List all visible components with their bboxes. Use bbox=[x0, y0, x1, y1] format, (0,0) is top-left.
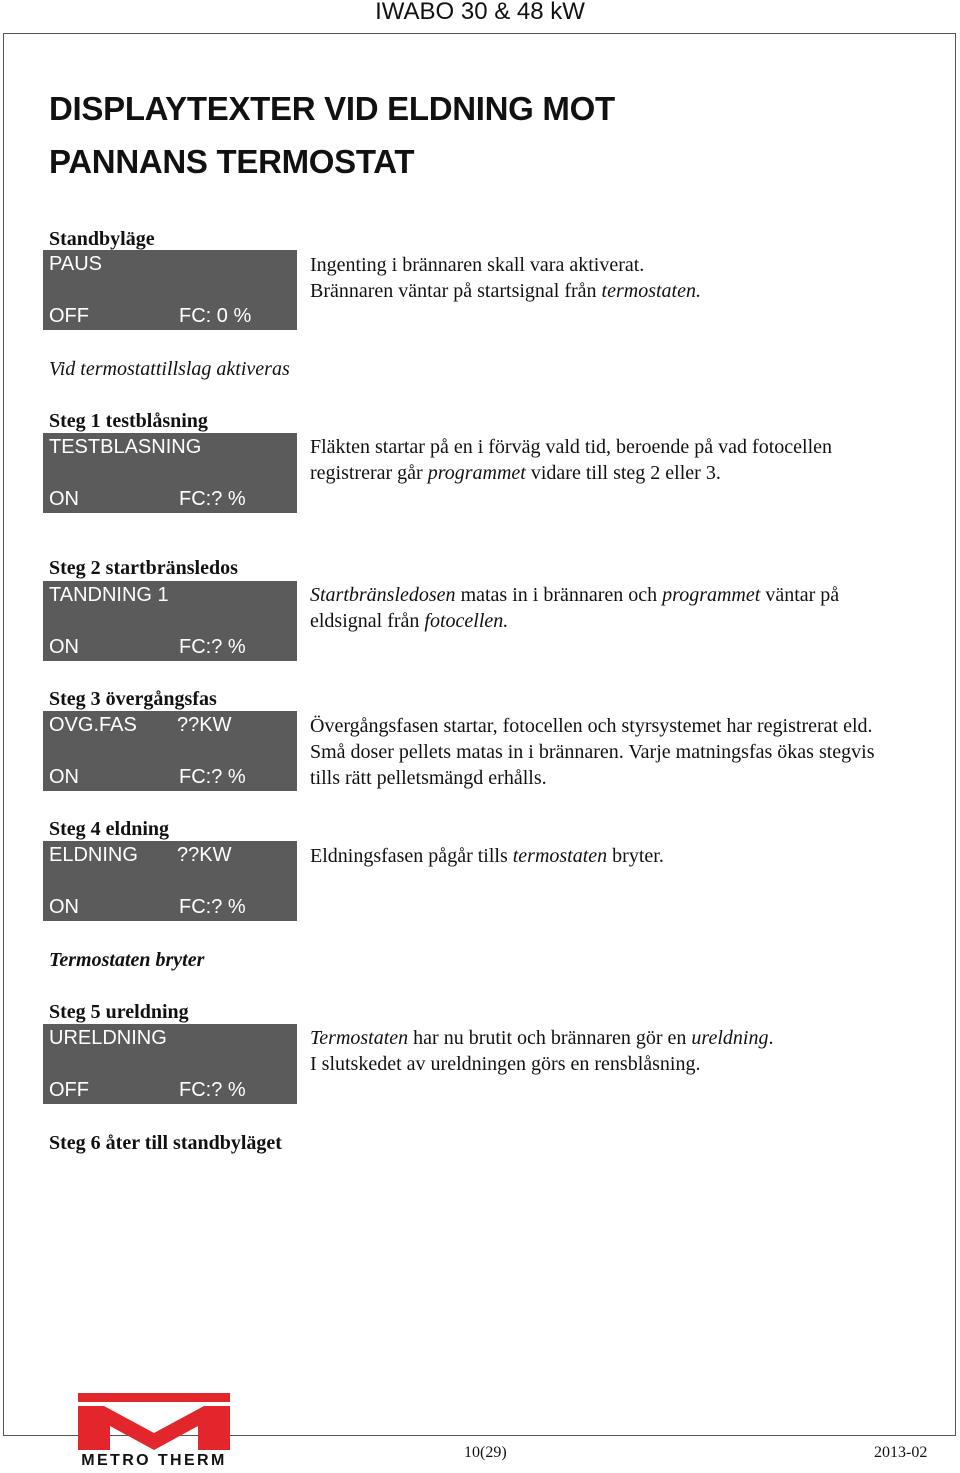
page-title-line2: PANNANS TERMOSTAT bbox=[49, 143, 415, 180]
step4-label: Steg 4 eldning bbox=[49, 818, 170, 840]
standby-label: Standbyläge bbox=[49, 228, 155, 250]
display-fc: FC:? % bbox=[179, 1079, 246, 1101]
display-fc: FC:? % bbox=[179, 896, 246, 918]
text-run: Övergångsfasen startar, fotocellen och styrsystemet har registrerat eld. bbox=[310, 715, 873, 737]
display-line1: URELDNING bbox=[49, 1027, 167, 1049]
thermostat-breaks-label: Termostaten bryter bbox=[49, 949, 205, 971]
description-line bbox=[310, 1051, 950, 1077]
step2-description bbox=[310, 582, 950, 634]
display-fc: FC:? % bbox=[179, 636, 246, 658]
text-run: I slutskedet av ureldningen görs en rensblåsning. bbox=[310, 1053, 701, 1075]
logo-m-shape bbox=[78, 1406, 230, 1450]
text-run: Fläkten startar på en i förväg vald tid, beroende på vad fotocellen bbox=[310, 436, 833, 458]
header-title: IWABO 30 & 48 kW bbox=[375, 0, 585, 25]
text-run: väntar på bbox=[760, 584, 840, 606]
text-run: Eldningsfasen pågår tills bbox=[310, 845, 513, 867]
activation-label: Vid termostattillslag aktiveras bbox=[49, 358, 290, 380]
logo-bar bbox=[78, 1393, 230, 1402]
logo-text: METRO THERM bbox=[81, 1452, 227, 1469]
description-line bbox=[310, 278, 950, 304]
description-line bbox=[310, 434, 950, 460]
emphasized-text: fotocellen. bbox=[424, 610, 509, 632]
description-line bbox=[310, 582, 950, 608]
emphasized-text: programmet bbox=[662, 584, 761, 606]
description-line bbox=[310, 460, 950, 486]
text-run: tills rätt pelletsmängd erhålls. bbox=[310, 767, 547, 789]
display-fc: FC:? % bbox=[179, 488, 246, 510]
step1-display bbox=[43, 433, 297, 513]
text-run: har nu brutit och brännaren gör en bbox=[408, 1027, 692, 1049]
display-status: ON bbox=[49, 896, 79, 918]
display-status: OFF bbox=[49, 305, 89, 327]
text-run: Små doser pellets matas in i brännaren. Varje matningsfas ökas stegvis bbox=[310, 741, 875, 763]
text-run: eldsignal från bbox=[310, 610, 425, 632]
text-run: registrerar går bbox=[310, 462, 428, 484]
description-line bbox=[310, 739, 950, 765]
step1-label: Steg 1 testblåsning bbox=[49, 410, 208, 432]
step2-label: Steg 2 startbränsledos bbox=[49, 557, 238, 579]
display-line1: TESTBLASNING bbox=[49, 436, 202, 458]
text-run: Brännaren väntar på startsignal från bbox=[310, 280, 602, 302]
text-run: bryter. bbox=[607, 845, 664, 867]
logo-mark bbox=[78, 1393, 230, 1450]
display-line1: ELDNING bbox=[49, 844, 138, 866]
document-date: 2013-02 bbox=[874, 1444, 928, 1461]
display-line1: PAUS bbox=[49, 253, 102, 275]
step5-description bbox=[310, 1025, 950, 1077]
step1-description bbox=[310, 434, 950, 486]
page-title-line1: DISPLAYTEXTER VID ELDNING MOT bbox=[49, 90, 615, 127]
emphasized-text: termostaten bbox=[512, 845, 608, 867]
step5-label: Steg 5 ureldning bbox=[49, 1001, 189, 1023]
step3-display bbox=[43, 711, 297, 791]
description-line bbox=[310, 765, 950, 791]
step5-display bbox=[43, 1024, 297, 1104]
display-status: OFF bbox=[49, 1079, 89, 1101]
step3-label: Steg 3 övergångsfas bbox=[49, 688, 217, 710]
step4-description bbox=[310, 843, 950, 869]
page-title bbox=[49, 82, 615, 188]
emphasized-text: programmet bbox=[427, 462, 526, 484]
description-line bbox=[310, 713, 950, 739]
display-status: ON bbox=[49, 636, 79, 658]
page-number: 10(29) bbox=[464, 1444, 507, 1461]
step3-description bbox=[310, 713, 950, 791]
description-line bbox=[310, 843, 950, 869]
display-line1-right: ??KW bbox=[177, 714, 232, 736]
display-line1: TANDNING 1 bbox=[49, 584, 169, 606]
text-run: Ingenting i brännaren skall vara aktiverat. bbox=[310, 254, 645, 276]
step6-label: Steg 6 åter till standbyläget bbox=[49, 1132, 282, 1154]
step2-display bbox=[43, 581, 297, 661]
display-line1: OVG.FAS bbox=[49, 714, 137, 736]
document-header bbox=[0, 0, 960, 24]
display-status: ON bbox=[49, 488, 79, 510]
description-line bbox=[310, 1025, 950, 1051]
text-run: vidare till steg 2 eller 3. bbox=[525, 462, 721, 484]
emphasized-text: Startbränsledosen bbox=[310, 584, 456, 606]
display-fc: FC:? % bbox=[179, 766, 246, 788]
standby-description bbox=[310, 252, 950, 304]
step4-display bbox=[43, 841, 297, 921]
emphasized-text: termostaten. bbox=[601, 280, 701, 302]
description-line bbox=[310, 252, 950, 278]
text-run: matas in i brännaren och bbox=[455, 584, 663, 606]
display-line1-right: ??KW bbox=[177, 844, 232, 866]
emphasized-text: ureldning bbox=[691, 1027, 769, 1049]
emphasized-text: Termostaten bbox=[310, 1027, 409, 1049]
description-line bbox=[310, 608, 950, 634]
display-status: ON bbox=[49, 766, 79, 788]
text-run: . bbox=[768, 1027, 774, 1049]
standby-display bbox=[43, 250, 297, 330]
display-fc: FC: 0 % bbox=[179, 305, 252, 327]
